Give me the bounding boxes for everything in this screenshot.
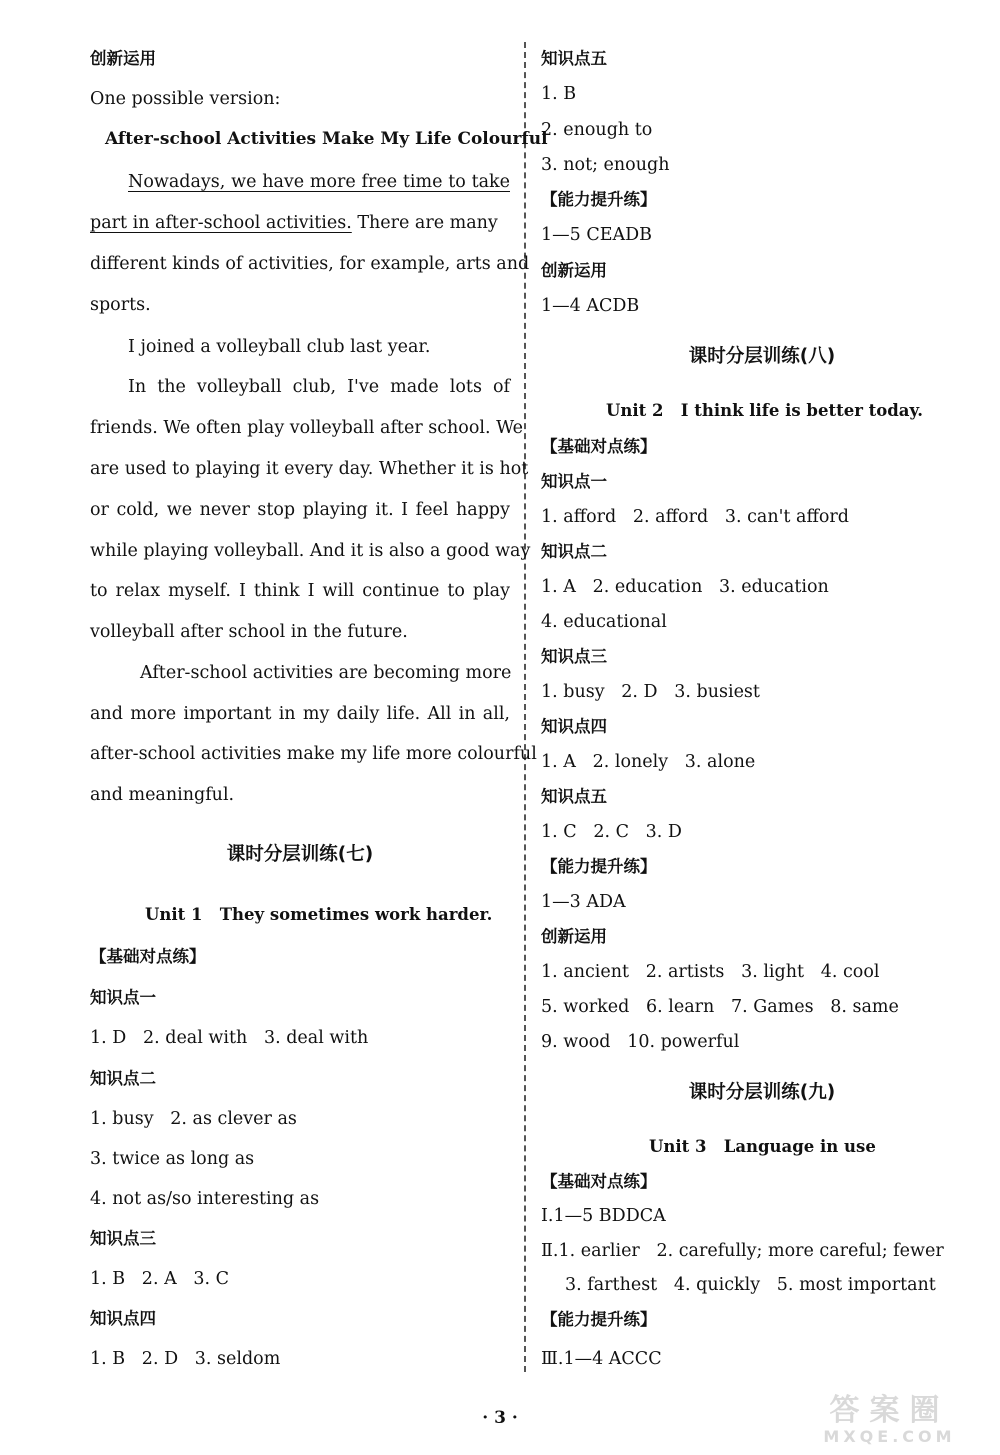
essay-line: sports. <box>90 295 151 315</box>
lesson8-title: 课时分层训练(八) <box>688 346 836 367</box>
unit2-title: Unit 2 I think life is better today. <box>606 401 923 420</box>
answers-chuangxin: 9. wood 10. powerful <box>541 1032 740 1052</box>
answers-k3: 1. B 2. A 3. C <box>90 1269 230 1289</box>
essay-title: After-school Activities Make My Life Colourful <box>105 129 548 149</box>
page-number: · 3 · <box>482 1408 518 1428</box>
answers-k5b: 1. C 2. C 3. D <box>541 822 682 842</box>
answers-chuangxin: 1. ancient 2. artists 3. light 4. cool <box>541 962 880 982</box>
essay-line: are used to playing it every day. Whether it is hot <box>90 459 529 479</box>
knowledge-point-2-label: 知识点二 <box>90 1069 156 1088</box>
essay-line: while playing volleyball. And it is also a good way <box>90 541 531 561</box>
essay-line: volleyball after school in the future. <box>90 622 408 642</box>
ability-practice-label: 【能力提升练】 <box>541 857 657 876</box>
section-label-chuangxin: 创新运用 <box>90 49 156 68</box>
ability-practice-label: 【能力提升练】 <box>541 1310 657 1329</box>
answers-part1: Ⅰ.1—5 BDDCA <box>541 1206 666 1226</box>
essay-line: or cold, we never stop playing it. I feel happy <box>90 500 510 520</box>
essay-line: friends. We often play volleyball after school. We <box>90 418 524 438</box>
answers-k1: 1. afford 2. afford 3. can't afford <box>541 507 849 527</box>
section-label-chuangxin: 创新运用 <box>541 261 607 280</box>
possible-version-label: One possible version: <box>90 89 281 109</box>
answers-k5: 2. enough to <box>541 120 653 140</box>
answers-k3: 1. busy 2. D 3. busiest <box>541 682 760 702</box>
answers-k5: 3. not; enough <box>541 155 670 175</box>
answers-k2: 1. A 2. education 3. education <box>541 577 829 597</box>
answers-k2: 4. not as/so interesting as <box>90 1189 320 1209</box>
knowledge-point-4-label: 知识点四 <box>90 1309 156 1328</box>
essay-line <box>90 212 498 234</box>
answers-k2: 4. educational <box>541 612 667 632</box>
knowledge-point-5-label: 知识点五 <box>541 49 607 68</box>
column-divider <box>524 42 526 1372</box>
knowledge-point-3-label: 知识点三 <box>541 647 607 666</box>
knowledge-point-3-label: 知识点三 <box>90 1229 156 1248</box>
watermark-text: 答案圈 <box>829 1393 950 1428</box>
knowledge-point-1-label: 知识点一 <box>90 988 156 1007</box>
answers-k2: 1. busy 2. as clever as <box>90 1109 297 1129</box>
basic-practice-label: 【基础对点练】 <box>541 1172 657 1191</box>
basic-practice-label: 【基础对点练】 <box>541 437 657 456</box>
ability-practice-label: 【能力提升练】 <box>541 190 657 209</box>
lesson9-title: 课时分层训练(九) <box>688 1082 836 1103</box>
essay-line: different kinds of activities, for example, arts and <box>90 254 530 274</box>
watermark-logo <box>807 1395 972 1449</box>
essay-line: to relax myself. I think I will continue to play <box>90 581 510 601</box>
answers-ability: 1—5 CEADB <box>541 225 653 245</box>
knowledge-point-2-label: 知识点二 <box>541 542 607 561</box>
section-label-chuangxin: 创新运用 <box>541 927 607 946</box>
knowledge-point-1-label: 知识点一 <box>541 472 607 491</box>
unit1-title: Unit 1 They sometimes work harder. <box>145 905 493 924</box>
knowledge-point-4-label: 知识点四 <box>541 717 607 736</box>
lesson7-title: 课时分层训练(七) <box>226 844 374 865</box>
answers-ability: 1—3 ADA <box>541 892 626 912</box>
essay-text: There are many <box>351 213 498 233</box>
knowledge-point-5-label: 知识点五 <box>541 787 607 806</box>
answers-part3: Ⅲ.1—4 ACCC <box>541 1349 662 1369</box>
answers-part2: Ⅱ.1. earlier 2. carefully; more careful; fewer <box>541 1241 944 1261</box>
answers-chuangxin: 1—4 ACDB <box>541 296 640 316</box>
essay-line: In the volleyball club, I've made lots of <box>128 377 510 397</box>
answers-part2: 3. farthest 4. quickly 5. most important <box>565 1275 936 1295</box>
essay-line: After-school activities are becoming more <box>140 663 512 683</box>
essay-line: after-school activities make my life more colourful <box>90 744 537 764</box>
essay-line: Nowadays, we have more free time to take <box>128 172 510 192</box>
essay-underlined-text: part in after-school activities. <box>90 213 352 233</box>
answers-chuangxin: 5. worked 6. learn 7. Games 8. same <box>541 997 899 1017</box>
answers-k5: 1. B <box>541 84 577 104</box>
essay-line: and meaningful. <box>90 785 235 805</box>
essay-line: and more important in my daily life. All in all, <box>90 704 510 724</box>
unit3-title: Unit 3 Language in use <box>649 1137 876 1156</box>
answers-k2: 3. twice as long as <box>90 1149 255 1169</box>
basic-practice-label: 【基础对点练】 <box>90 947 206 966</box>
answers-k4: 1. B 2. D 3. seldom <box>90 1349 281 1369</box>
answers-k4: 1. A 2. lonely 3. alone <box>541 752 756 772</box>
answers-k1: 1. D 2. deal with 3. deal with <box>90 1028 369 1048</box>
watermark-url: MXQE.COM <box>823 1427 956 1446</box>
essay-line: I joined a volleyball club last year. <box>128 337 431 357</box>
